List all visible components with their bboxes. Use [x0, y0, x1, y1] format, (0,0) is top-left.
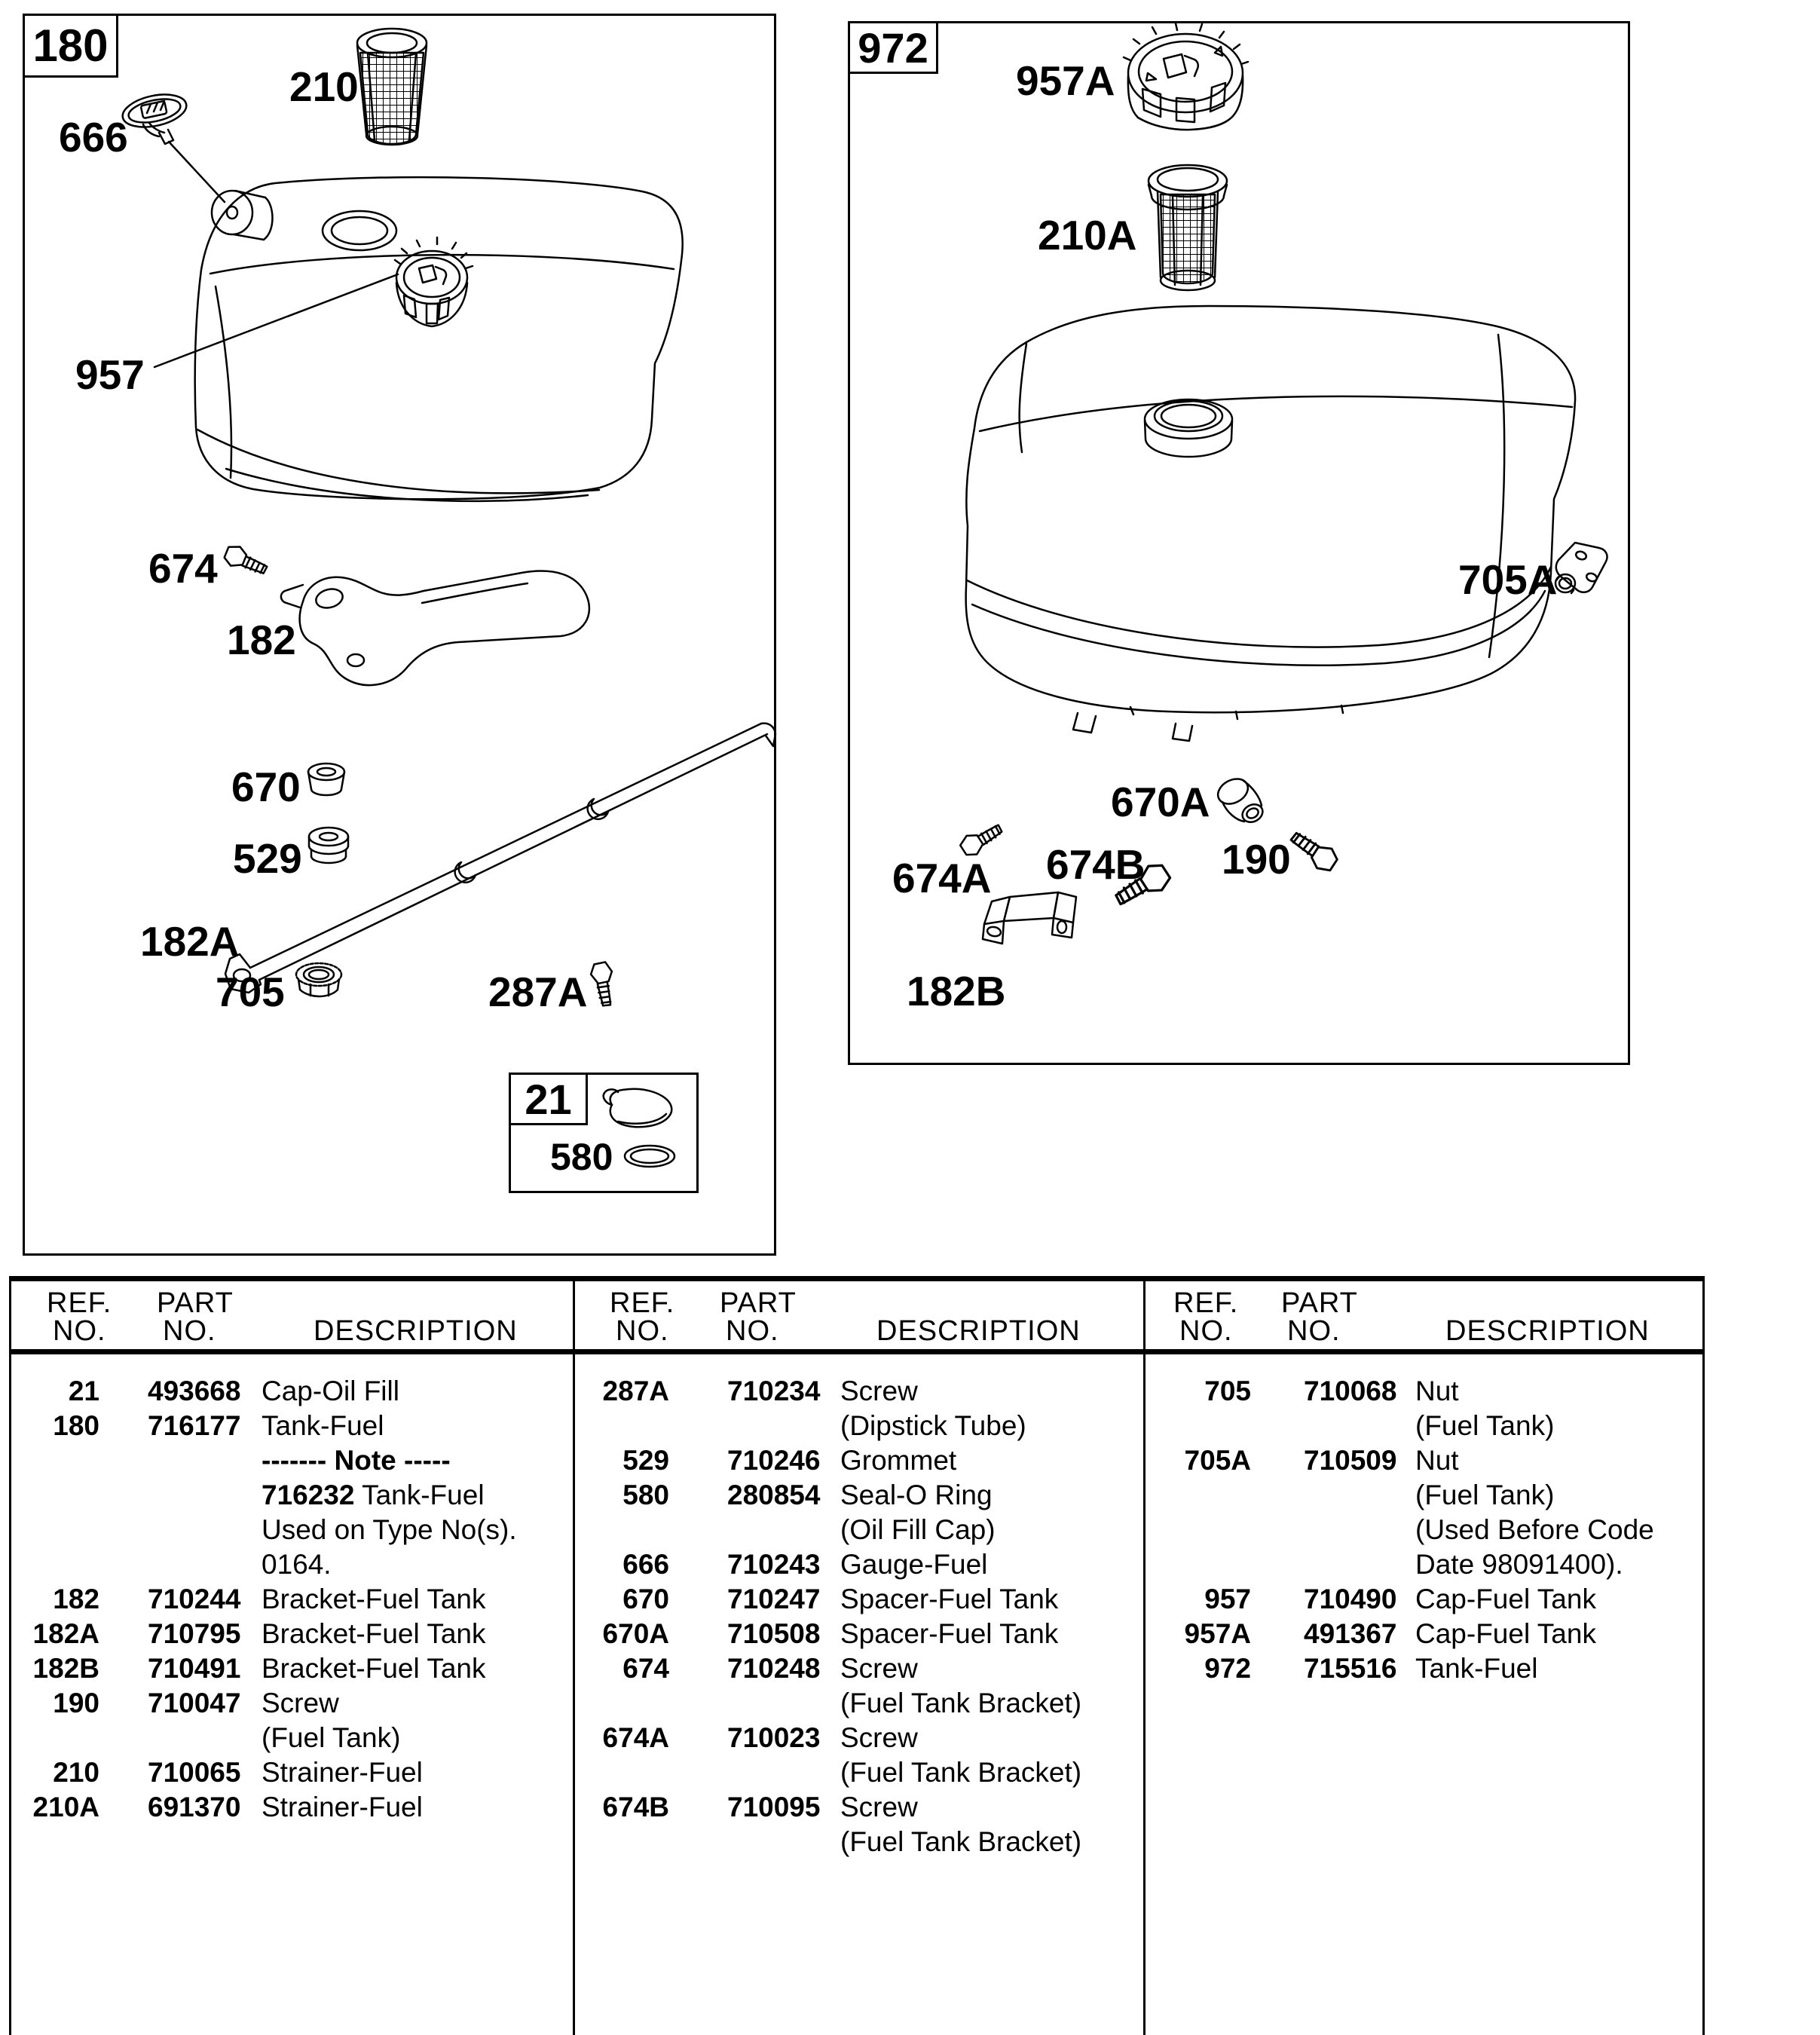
header-refno-2: NO.: [616, 1315, 669, 1347]
header-part-3: PART: [1281, 1287, 1358, 1319]
callout-210: 210: [289, 63, 359, 110]
callout-182b: 182B: [907, 968, 1006, 1014]
header-ref-3: REF.: [1173, 1287, 1239, 1319]
header-part-2: PART: [720, 1287, 797, 1319]
header-desc-1: DESCRIPTION: [314, 1315, 518, 1347]
inset-21-label-box: [509, 1073, 588, 1125]
callout-674: 674: [148, 545, 218, 592]
callout-190: 190: [1222, 836, 1291, 883]
panel-180-border: [23, 14, 776, 1256]
callout-674a: 674A: [892, 855, 992, 901]
callout-287a: 287A: [488, 969, 588, 1015]
callout-674b: 674B: [1046, 841, 1146, 888]
panel-180-label-box: [23, 14, 118, 78]
callout-957a: 957A: [1016, 57, 1115, 104]
header-ref-2: REF.: [610, 1287, 675, 1319]
header-refno-3: NO.: [1179, 1315, 1233, 1347]
header-partno-1: NO.: [163, 1315, 216, 1347]
header-desc-2: DESCRIPTION: [876, 1315, 1081, 1347]
callout-580: 580: [550, 1136, 613, 1178]
inset-21-label: 21: [525, 1075, 572, 1123]
panel-972-label: 972: [858, 23, 928, 72]
table-right-border: [1702, 1276, 1705, 2035]
panel-972-border: [848, 21, 1630, 1065]
callout-182: 182: [227, 617, 296, 663]
header-desc-3: DESCRIPTION: [1445, 1315, 1650, 1347]
callout-529: 529: [233, 835, 302, 882]
header-ref-1: REF.: [47, 1287, 112, 1319]
callout-666: 666: [59, 114, 128, 161]
callout-210a: 210A: [1038, 212, 1137, 259]
panel-180-label: 180: [32, 20, 109, 71]
callout-670a: 670A: [1111, 779, 1210, 825]
callout-957: 957: [75, 351, 145, 398]
parts-diagram-page: 180 972 21 666 210 957 674 182 670 529 182A 705 287A 580 957A 210A 705A 670A 674A 674B 190 182B REF. NO. PART NO. DESCRIPTION REF. NO. PART NO. DESCRIPTION REF. NO. PART NO. DESCRIPTION 21 493668 Cap-Oil Fill 180 716177 Tank-Fuel ------- Note ----- 716232 Tank-Fuel Used on Type No(s). 0164. 182 710244 Bracket-Fuel Tank 182A 710795 Bracket-Fuel Tank 182B 710491 Bracket-Fuel Tank 190 710047 Screw (Fuel Tank) 210 710065 Strainer-Fuel 210A 691370 Strainer-Fuel 287A 710234 Screw (Dipstick Tube) 529 710246 Grommet 580 280854 Seal-O Ring (Oil Fill Cap) 666 710243 Gauge-Fuel 670 710247 Spacer-Fuel Tank 670A 710508 Spacer-Fuel Tank 674 710248 Screw (Fuel Tank Bracket) 674A 710023 Screw (Fuel Tank Bracket) 674B 710095 Screw (Fuel Tank Bracket) 705 710068 Nut (Fuel Tank) 705A 710509 Nut (Fuel Tank) (Used Before Code Date 98091400). 957 710490 Cap-Fuel Tank 957A 491367 Cap-Fuel Tank 972 715516 Tank-Fuel: [0, 0, 1820, 2035]
callout-182a: 182A: [140, 918, 240, 965]
header-refno-1: NO.: [53, 1315, 106, 1347]
table-top-rule: [9, 1276, 1705, 1281]
callout-705a: 705A: [1458, 556, 1558, 603]
header-part-1: PART: [157, 1287, 234, 1319]
callout-705: 705: [216, 969, 285, 1015]
header-partno-2: NO.: [726, 1315, 779, 1347]
table-header-rule: [9, 1349, 1705, 1354]
callout-670: 670: [231, 764, 301, 810]
header-partno-3: NO.: [1287, 1315, 1341, 1347]
panel-972-label-box: [848, 21, 938, 74]
